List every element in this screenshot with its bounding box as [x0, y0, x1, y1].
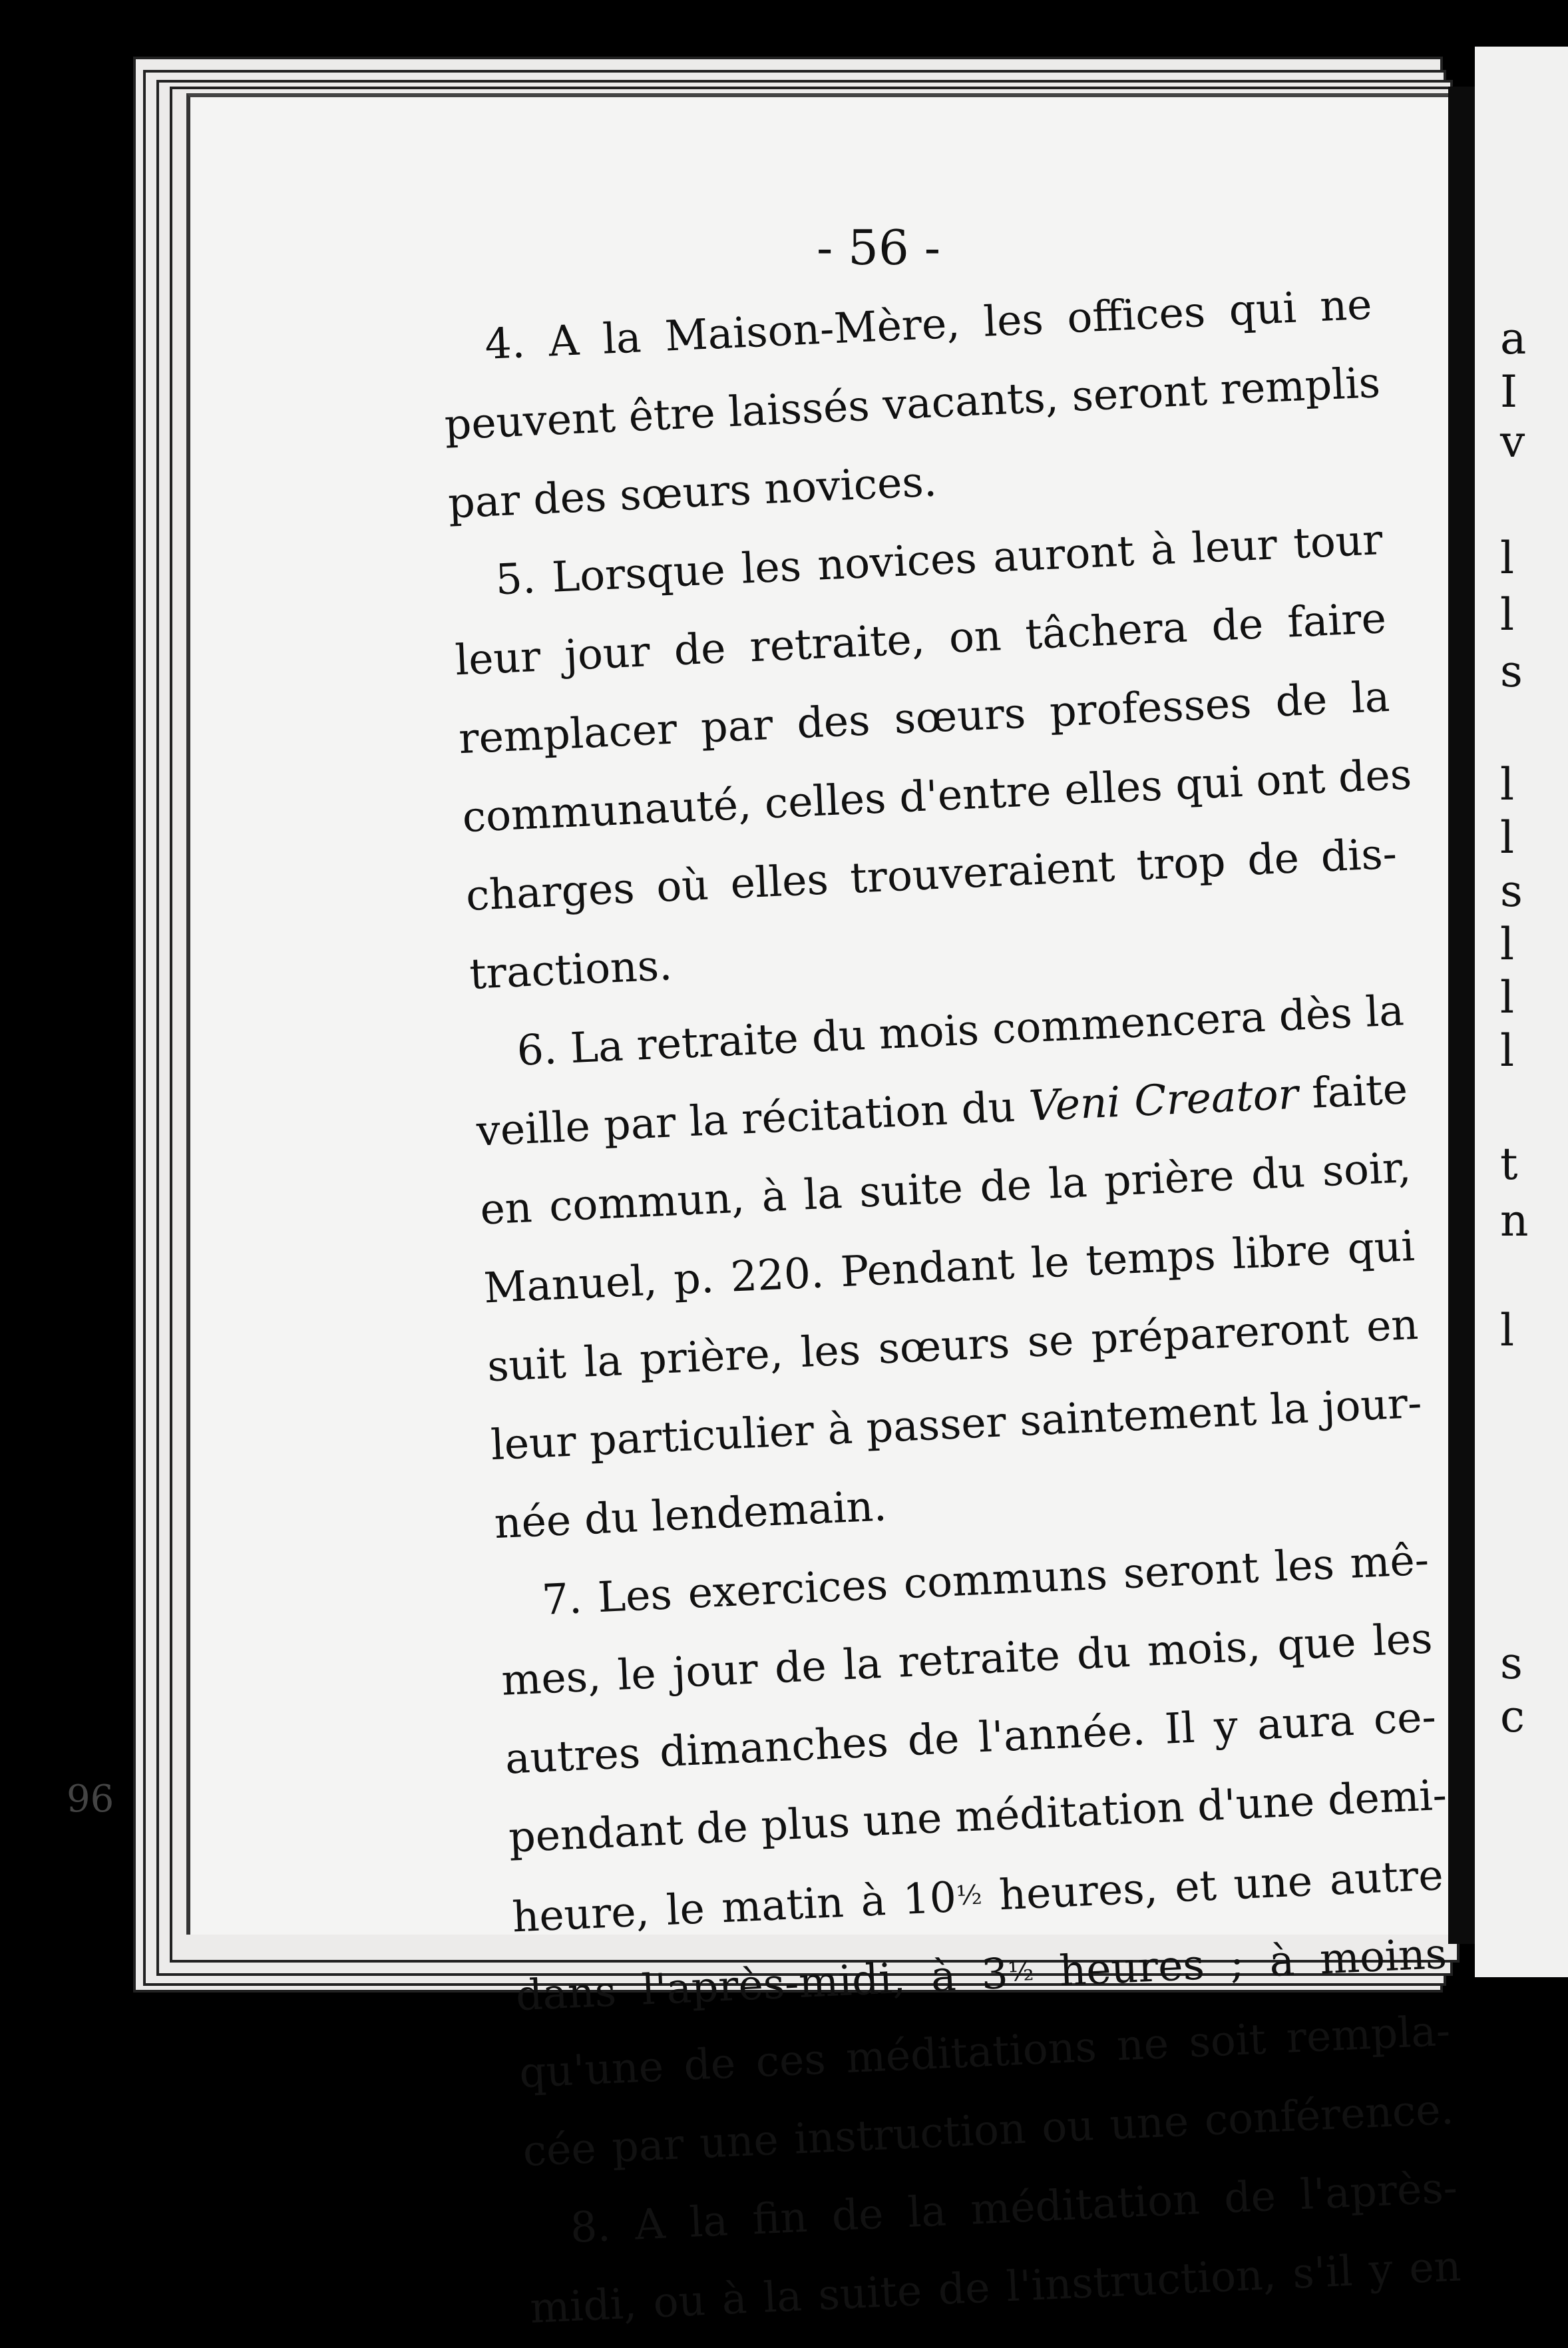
- text-fragment: faite: [1310, 1064, 1409, 1118]
- text-line: leur jour de retraite, on tâchera de faire: [454, 593, 1388, 685]
- page-number: - 56 -: [816, 220, 941, 276]
- facing-page-char: I: [1500, 366, 1518, 417]
- page-text: [439, 265, 1463, 2347]
- text-line: Manuel, p. 220. Pendant le temps libre qui: [483, 1222, 1416, 1313]
- text-line: peuvent être laissés vacants, seront remplis: [443, 358, 1382, 449]
- text-line: remplacer par des sœurs professes de la: [457, 672, 1391, 764]
- facing-page-char: l: [1500, 589, 1515, 640]
- facing-page-char: l: [1500, 812, 1515, 863]
- text-line: suit la prière, les sœurs se prépareront en: [486, 1299, 1420, 1391]
- text-line: autres dimanches de l'année. Il y aura ce-: [504, 1692, 1438, 1783]
- facing-page-char: s: [1500, 865, 1523, 917]
- text-line: tractions.: [468, 941, 674, 999]
- fraction-half: ½: [1007, 1956, 1035, 1988]
- text-line: née du lendemain.: [493, 1481, 888, 1548]
- text-line: 5. Lorsque les novices auront à leur tour: [494, 515, 1384, 604]
- text-fragment: dans l'après-midi, à 3: [514, 1949, 1010, 2020]
- facing-page-char: t: [1500, 1138, 1518, 1190]
- italic-title: Veni Creator: [1028, 1069, 1300, 1131]
- text-line: cée par une instruction ou une conférence.: [522, 2084, 1455, 2176]
- facing-page-char: l: [1500, 759, 1515, 810]
- text-line: en commun, à la suite de la prière du soir,: [479, 1143, 1412, 1234]
- facing-page-char: s: [1500, 1638, 1523, 1689]
- text-line: qu'une de ces méditations ne soit rempla-: [518, 2006, 1452, 2098]
- text-line: communauté, celles d'entre elles qui ont des: [461, 750, 1413, 842]
- facing-page-char: l: [1500, 972, 1515, 1023]
- text-line: 7. Les exercices communs seront les mê-: [540, 1535, 1430, 1624]
- text-line: 4. A la Maison-Mère, les offices qui ne: [483, 280, 1373, 369]
- text-line: charges où elles trouveraient trop de dis-: [465, 829, 1398, 921]
- text-fragment: heure, le matin à 10: [511, 1873, 958, 1942]
- facing-page-char: l: [1500, 533, 1515, 584]
- margin-mark: 96: [67, 1777, 114, 1821]
- facing-page-char: n: [1500, 1195, 1529, 1246]
- text-line: 8. A la fin de la méditation de l'après-: [569, 2163, 1459, 2252]
- facing-page-char: s: [1500, 646, 1523, 697]
- text-fragment: heures, et une autre: [998, 1851, 1445, 1920]
- facing-page-char: l: [1500, 919, 1515, 970]
- text-line: 6. La retraite du mois commencera dès la: [516, 986, 1406, 1075]
- facing-page-char: l: [1500, 1305, 1515, 1356]
- text-fragment: heures ; à moins: [1058, 1929, 1448, 1996]
- text-line: par des sœurs novices.: [447, 457, 938, 528]
- book-gutter: [1448, 87, 1475, 1944]
- facing-page-edge: [1475, 47, 1568, 1977]
- text-line: midi, ou à la suite de l'instruction, s'il y en: [528, 2241, 1462, 2333]
- facing-page-char: v: [1500, 416, 1525, 467]
- text-line: mes, le jour de la retraite du mois, que les: [500, 1614, 1434, 1705]
- text-line: leur particulier à passer saintement la jour-: [489, 1378, 1423, 1470]
- facing-page-char: c: [1500, 1691, 1525, 1742]
- fraction-half: ½: [955, 1879, 983, 1912]
- facing-page-char: a: [1500, 313, 1527, 364]
- text-fragment: veille par la récitation du: [475, 1082, 1016, 1156]
- facing-page-char: l: [1500, 1025, 1515, 1076]
- text-line: pendant de plus une méditation d'une demi-: [507, 1770, 1448, 1862]
